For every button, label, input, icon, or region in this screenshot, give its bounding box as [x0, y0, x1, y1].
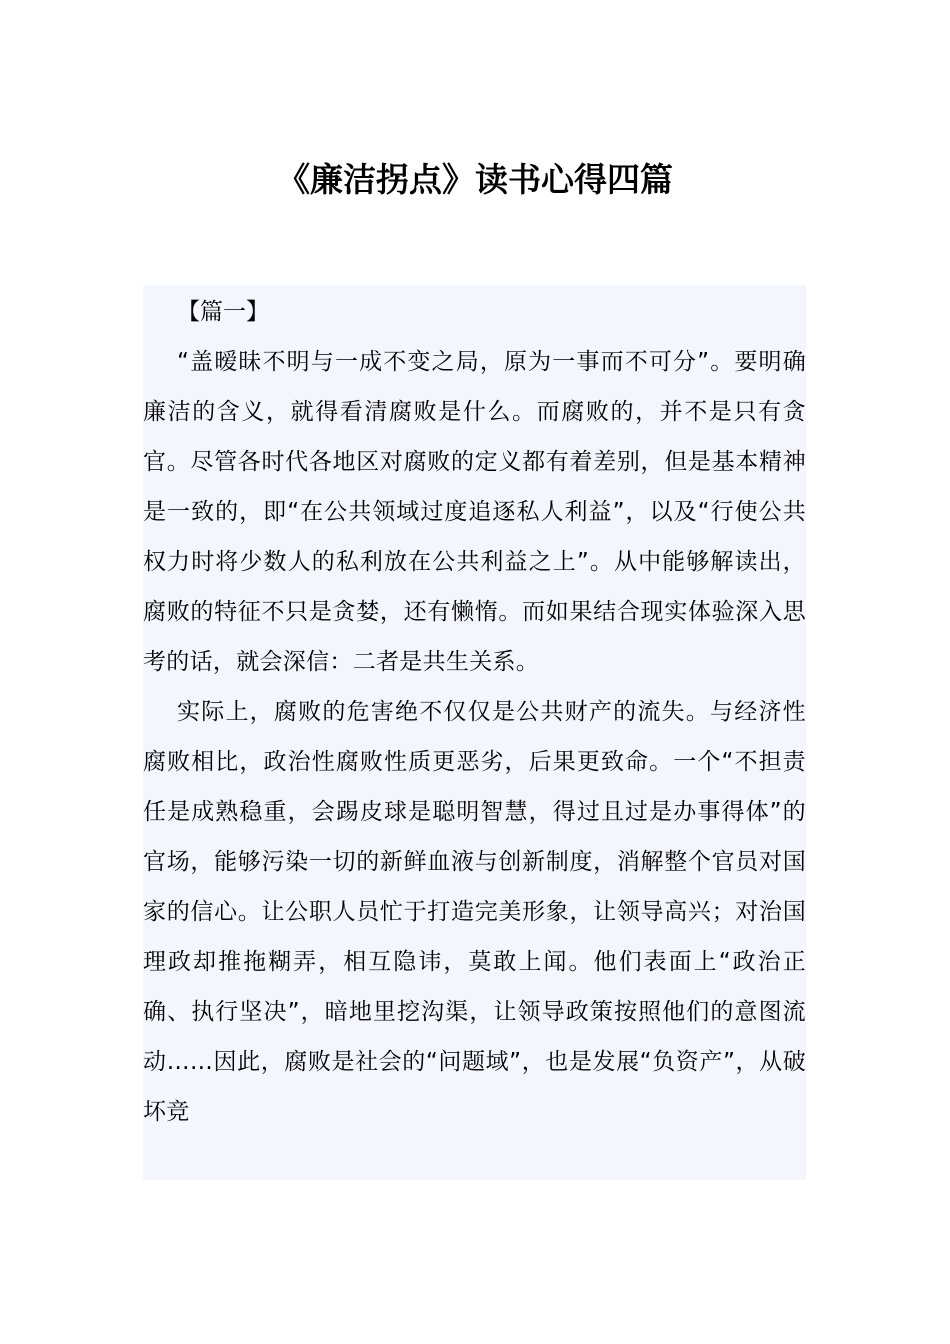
document-title: 《廉洁拐点》读书心得四篇 [277, 160, 673, 199]
document-body [143, 285, 806, 1180]
paragraph-1: “盖暧昧不明与一成不变之局，原为一事而不可分”。要明确廉洁的含义，就得看清腐败是什么。而腐败的，并不是只有贪官。尽管各时代各地区对腐败的定义都有着差别，但是基本精神是一致的，即“在公共领域过度追逐私人利益”，以及“行使公共权力时将少数人的私利放在公共利益之上”。从中能够解读出，腐败的特征不只是贪婪，还有懒惰。而如果结合现实体验深入思考的话，就会深信：二者是共生关系。 [143, 349, 806, 675]
paragraph-2: 实际上，腐败的危害绝不仅仅是公共财产的流失。与经济性腐败相比，政治性腐败性质更恶劣，后果更致命。一个“不担责任是成熟稳重，会踢皮球是聪明智慧，得过且过是办事得体”的官场，能够污染一切的新鲜血液与创新制度，消解整个官员对国家的信心。让公职人员忙于打造完美形象，让领导高兴；对治国理政却推拖糊弄，相互隐讳，莫敢上闻。他们表面上“政治正确、执行坚决”，暗地里挖沟渠，让领导政策按照他们的意图流动……因此，腐败是社会的“问题域”，也是发展“负资产”，从破坏竞 [143, 699, 806, 1125]
section-label: 【篇一】 [177, 299, 269, 325]
